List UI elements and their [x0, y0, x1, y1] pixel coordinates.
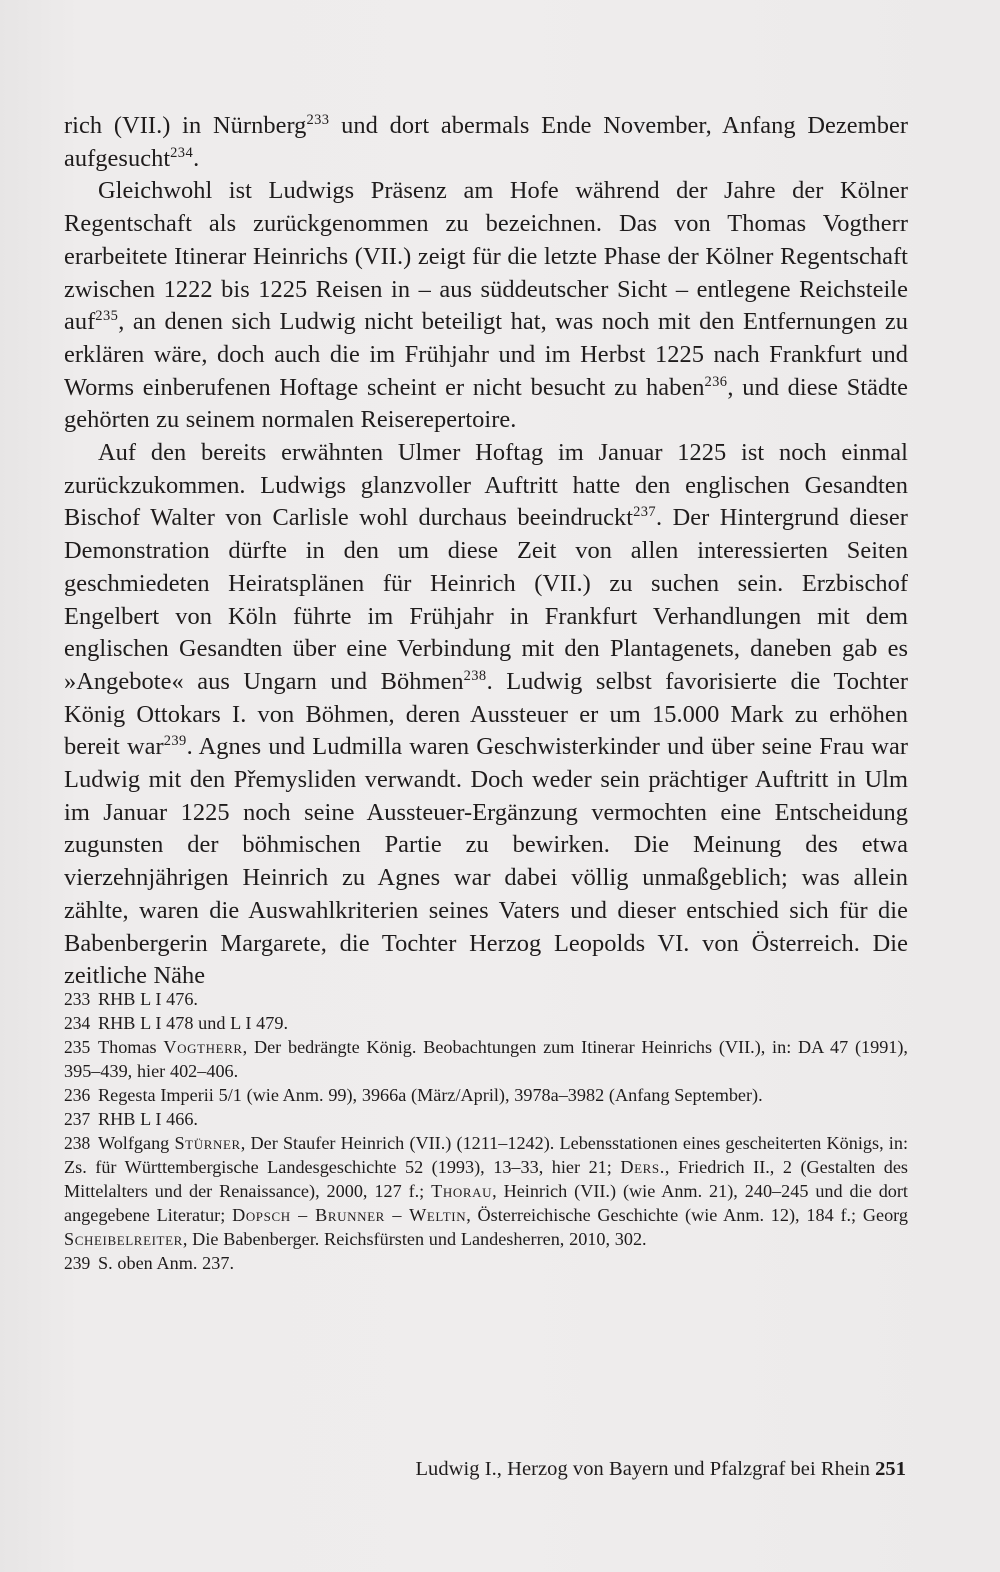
footnote-234: [64, 1011, 908, 1035]
paragraph-text: Auf den bereits erwähnten Ulmer Hoftag im Januar 1225 ist noch einmal zurückzukommen. Ludwigs glanzvoller Auftritt hatte den englischen Gesandten Bischof Walter von Carlisle wohl durchaus beeindruckt: [64, 439, 908, 532]
footnote-text: RHB L I 476.: [98, 989, 198, 1009]
footnote-text: , Heinrich (VII.) (wie Anm. 21), 240–245 und die dort angegebene Literatur;: [64, 1181, 908, 1225]
paragraph-text: .: [193, 144, 200, 172]
paragraph-3: [64, 437, 908, 993]
footnote-ref-233[interactable]: 233: [306, 111, 330, 128]
paragraph-text: , und diese Städte gehörten zu seinem normalen Reiserepertoire.: [64, 373, 909, 434]
footnote-ref-236[interactable]: 236: [704, 373, 728, 390]
author-name: Ders.: [620, 1157, 665, 1177]
footnote-number: 239: [64, 1253, 91, 1273]
footnote-ref-239[interactable]: 239: [163, 733, 187, 750]
paragraph-text: . Der Hintergrund dieser Demonstration dürfte in den um diese Zeit von allen interessierten Seiten geschmiedeten Heiratsplänen für Heinrich (VII.) zu suchen sein. Erzbischof Engelbert von Köln führte im Frühjahr in Frankfurt Verhandlungen mit dem englischen Gesandten über eine Verbindung mit den Plantagenets, daneben gab es »Angebote« aus Ungarn und Böhmen: [64, 504, 908, 695]
footnote-238: [64, 1131, 908, 1251]
footnote-text: , Die Babenberger. Reichsfürsten und Landesherren, 2010, 302.: [182, 1229, 647, 1249]
paragraph-text: und dort abermals Ende November, Anfang Dezember aufgesucht: [64, 112, 908, 172]
footnote-text: , Österreichische Geschichte (wie Anm. 12), 184 f.; Georg: [466, 1205, 909, 1225]
paragraph-text: . Agnes und Ludmilla waren Geschwisterkinder und über seine Frau war Ludwig mit den Přemysliden verwandt. Doch weder sein prächtiger Auftritt in Ulm im Januar 1225 noch seine Aussteuer-Ergänzung vermochten eine Entscheidung zugunsten der böhmischen Partie zu bewirken. Die Meinung des etwa vierzehnjährigen Heinrich zu Agnes war dabei völlig unmaßgeblich; was allein zählte, waren die Auswahlkriterien seines Vaters und dieser entschied sich für die Babenbergerin Margarete, die Tochter Herzog Leopolds VI. von Österreich. Die zeitliche Nähe: [64, 733, 909, 990]
footnote-236: [64, 1083, 908, 1107]
footnote-ref-237[interactable]: 237: [633, 504, 657, 521]
footnote-number: 235: [64, 1037, 91, 1057]
paragraph-2: [64, 175, 908, 437]
footnote-number: 236: [64, 1085, 91, 1105]
footnote-233: [64, 987, 908, 1011]
body-text: [64, 110, 908, 993]
paragraph-text: Gleichwohl ist Ludwigs Präsenz am Hofe während der Jahre der Kölner Regentschaft als zurückgenommen zu bezeichnen. Das von Thomas Vogtherr erarbeitete Itinerar Heinrichs (VII.) zeigt für die letzte Phase der Kölner Regentschaft zwischen 1222 bis 1225 Reisen in – aus süddeutscher Sicht – entlegene Reichsteile auf: [64, 177, 908, 336]
footnote-number: 237: [64, 1109, 91, 1129]
author-name: Stürner: [174, 1133, 241, 1153]
running-title: Ludwig I., Herzog von Bayern und Pfalzgraf bei Rhein: [415, 1458, 871, 1480]
footnote-text: Regesta Imperii 5/1 (wie Anm. 99), 3966a (März/April), 3978a–3982 (Anfang September).: [98, 1085, 763, 1105]
footnote-text: , Der Staufer Heinrich (VII.) (1211–1242). Lebensstationen eines gescheiterten Königs, in: Zs. für Württembergische Landesgeschichte 52 (1993), 13–33, hier 21;: [64, 1133, 909, 1177]
author-name: Vogtherr: [163, 1037, 243, 1057]
paragraph-text: , an denen sich Ludwig nicht beteiligt hat, was noch mit den Entfernungen zu erklären wäre, doch auch die im Frühjahr und im Herbst 1225 nach Frankfurt und Worms einberufenen Hoftage scheint er nicht besucht zu haben: [64, 308, 908, 401]
footnote-237: [64, 1107, 908, 1131]
page-number: 251: [875, 1458, 906, 1480]
author-name: Dopsch – Brunner – Weltin: [232, 1205, 467, 1225]
footnote-text: S. oben Anm. 237.: [98, 1253, 235, 1273]
running-footer: [415, 1456, 906, 1482]
footnote-text: RHB L I 478 und L I 479.: [98, 1013, 288, 1033]
footnote-235: [64, 1035, 908, 1083]
paragraph-1: [64, 110, 908, 175]
footnote-ref-238[interactable]: 238: [463, 667, 487, 684]
footnote-number: 238: [64, 1133, 91, 1153]
footnote-number: 233: [64, 989, 91, 1009]
footnote-ref-235[interactable]: 235: [95, 308, 119, 325]
paragraph-text: . Ludwig selbst favorisierte die Tochter König Ottokars I. von Böhmen, deren Aussteuer er um 15.000 Mark zu erhöhen bereit war: [64, 667, 908, 761]
footnote-number: 234: [64, 1013, 91, 1033]
footnote-text: Wolfgang: [98, 1133, 175, 1153]
footnote-text: RHB L I 466.: [98, 1109, 198, 1129]
author-name: Thorau: [431, 1181, 493, 1201]
footnote-text: Thomas: [98, 1037, 164, 1057]
footnote-ref-234[interactable]: 234: [170, 144, 194, 161]
footnote-text: , Der bedrängte König. Beobachtungen zum Itinerar Heinrichs (VII.), in: DA 47 (1991), 395–439, hier 402–406.: [64, 1037, 908, 1081]
author-name: Scheibelreiter: [64, 1229, 183, 1249]
paragraph-text: rich (VII.) in Nürnberg: [64, 112, 307, 139]
main-text: [64, 110, 908, 993]
footnote-text: , Friedrich II., 2 (Gestalten des Mittelalters und der Renaissance), 2000, 127 f.;: [64, 1157, 909, 1201]
footnotes: [64, 987, 908, 1275]
footnote-239: [64, 1251, 908, 1275]
